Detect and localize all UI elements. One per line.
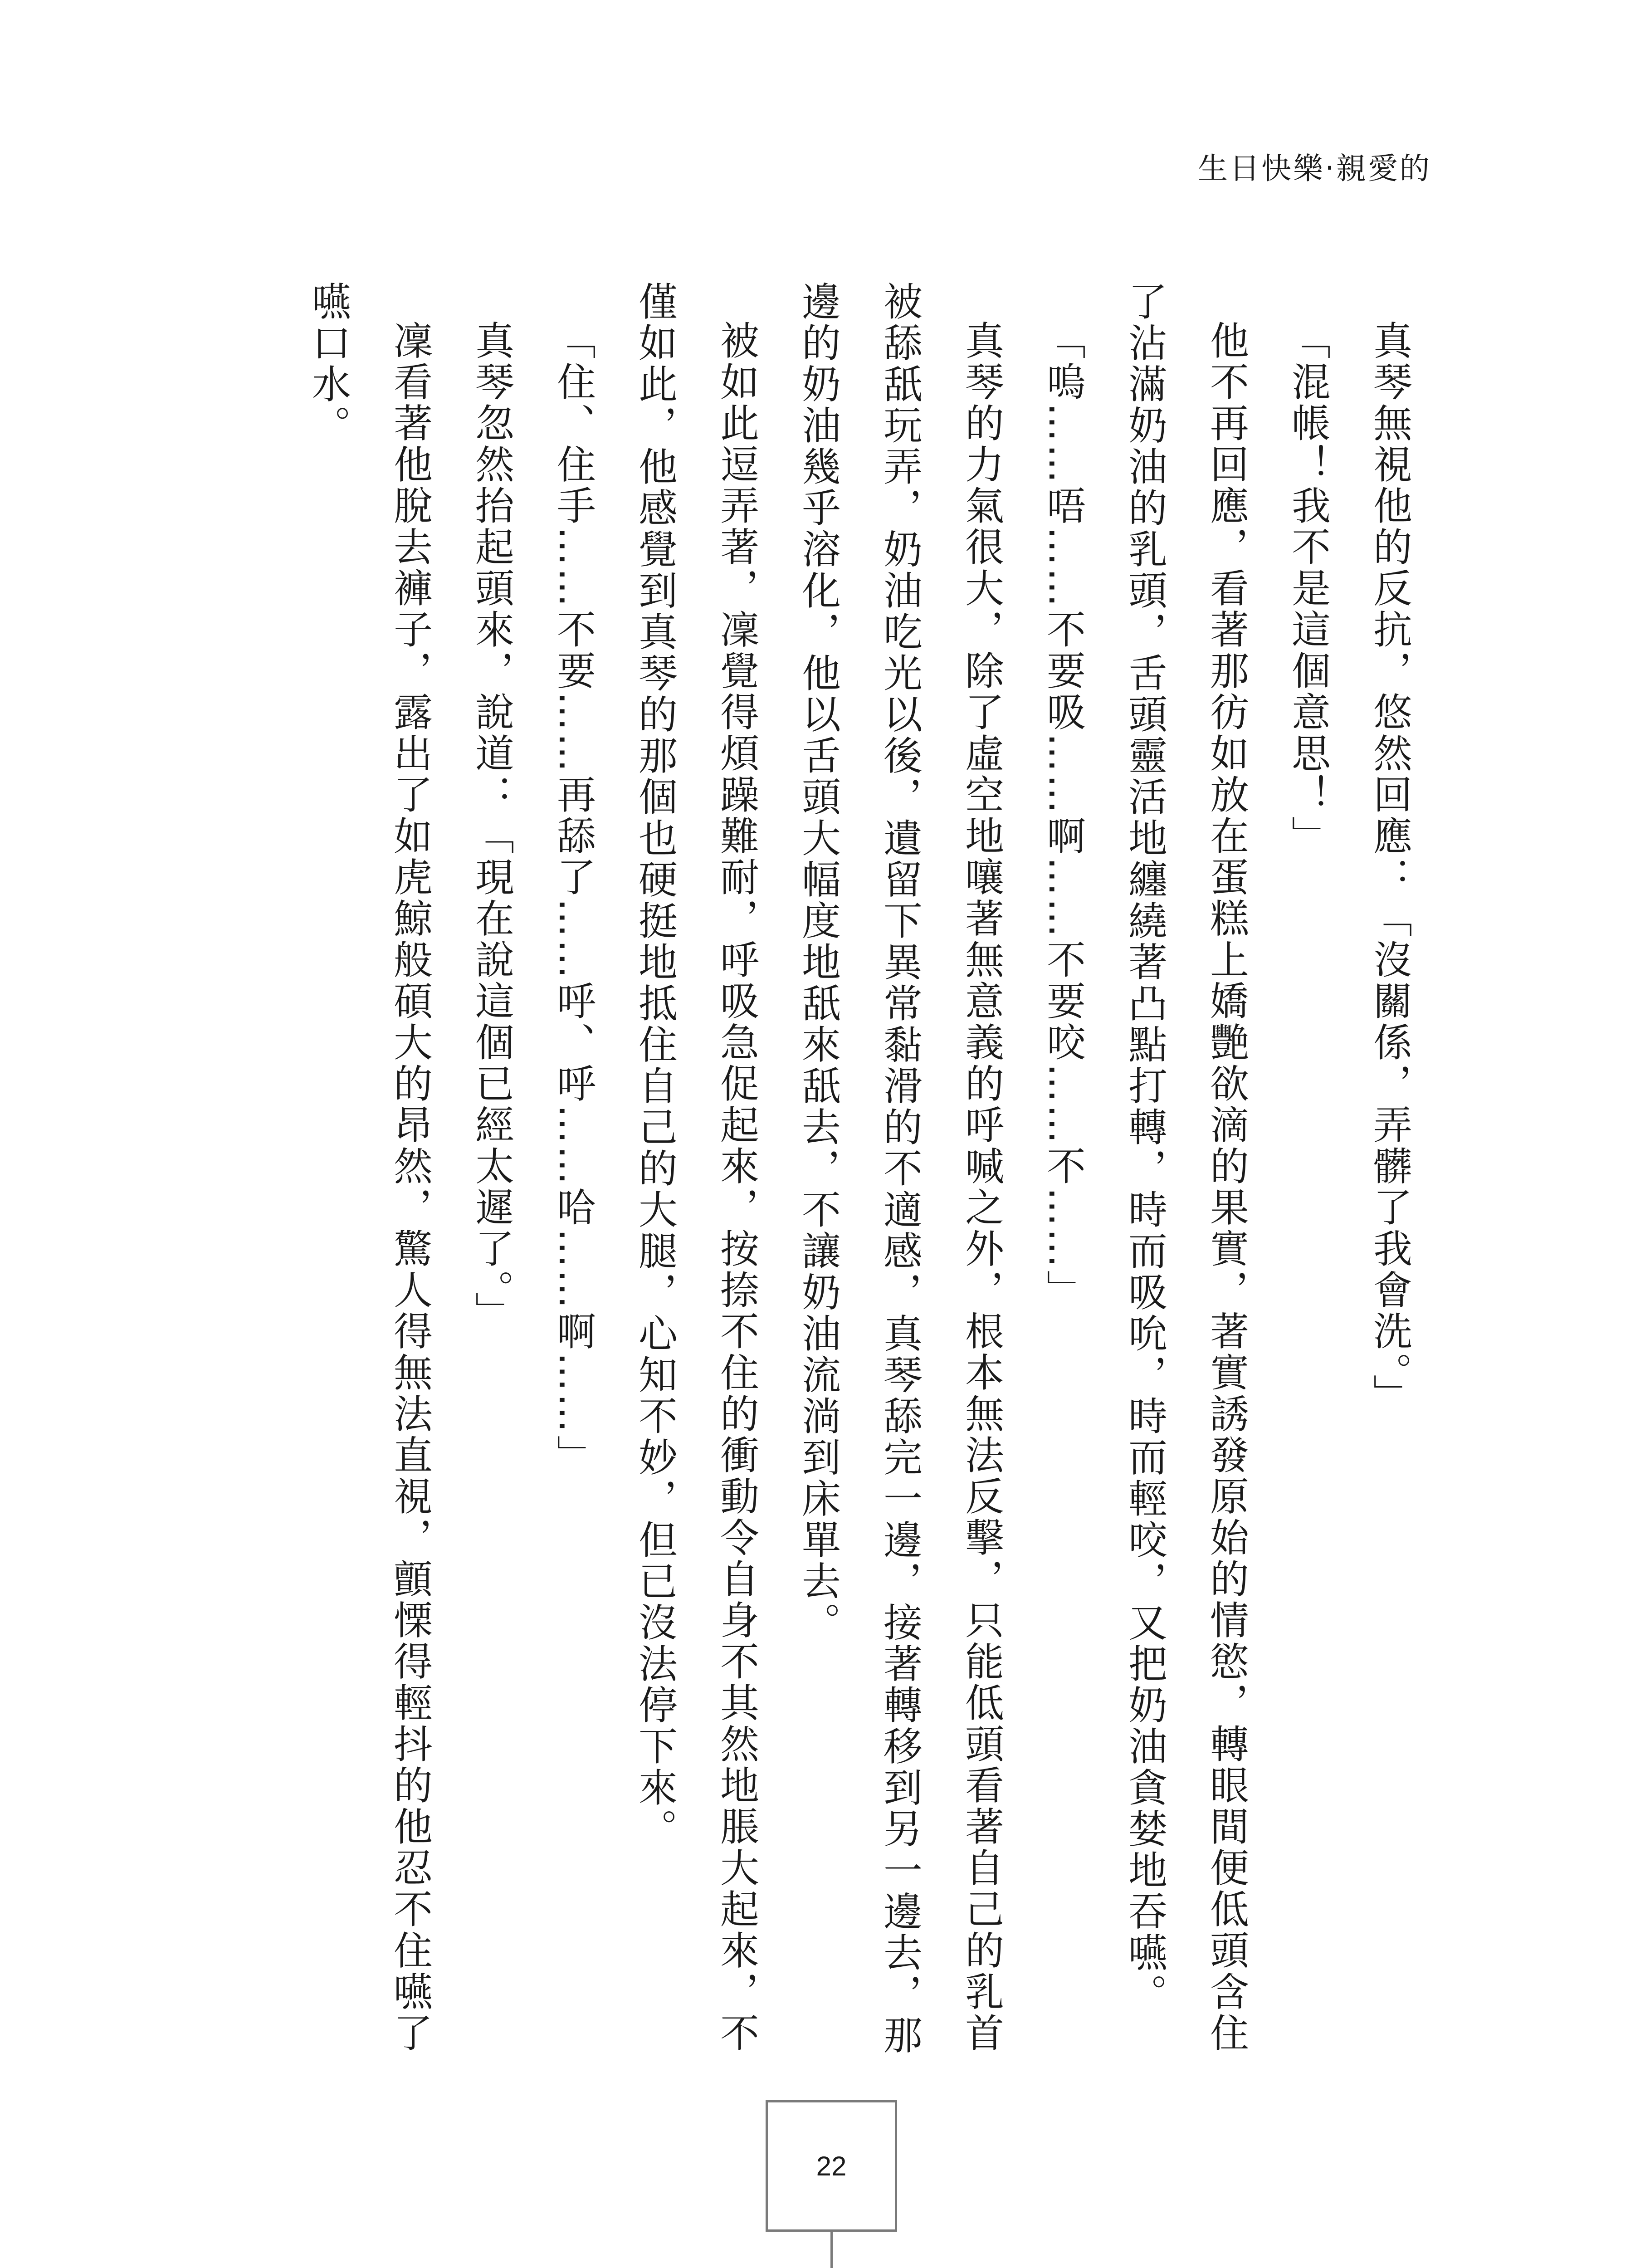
paragraph: 「住、住手……不要……再舔了……呼、呼……哈……啊……」	[550, 320, 596, 1476]
paragraph: 真琴的力氣很大，除了虛空地嚷著無意義的呼喊之外，根本無法反擊，只能低頭看著自己的乳首被舔舐玩弄，奶油吃光以後，遺留下異常黏滑的不適感，真琴舔完一邊，接著轉移到另一邊去，那邊的奶油幾乎溶化，他以舌頭大幅度地舐來舐去，不讓奶油流淌到床單去。	[795, 281, 1004, 2056]
page-number: 22	[816, 2151, 847, 2181]
paragraph: 真琴無視他的反抗，悠然回應：「沒關係，弄髒了我會洗。」	[1367, 320, 1412, 1415]
paragraph: 真琴忽然抬起頭來，說道：「現在說這個已經太遲了。」	[469, 320, 514, 1333]
paragraph: 他不再回應，看著那彷如放在蛋糕上嬌艷欲滴的果實，著實誘發原始的情慾，轉眼間便低頭含住了沾滿奶油的乳頭，舌頭靈活地纏繞著凸點打轉，時而吸吮，時而輕咬，又把奶油貪婪地吞嚥。	[1122, 281, 1249, 2054]
paragraph: 「嗚……唔……不要吸……啊……不要咬……不……」	[1040, 320, 1085, 1311]
paragraph: 「混帳！我不是這個意思！」	[1285, 320, 1330, 857]
page-number-stem	[830, 2232, 833, 2268]
running-header: 生日快樂‧親愛的	[1198, 151, 1431, 186]
page-number-box	[766, 2100, 897, 2232]
paragraph: 凜看著他脫去褲子，露出了如虎鯨般碩大的昂然，驚人得無法直視，顫慄得輕抖的他忍不住嚥了嚥口水。	[305, 281, 432, 2054]
paragraph: 被如此逗弄著，凜覺得煩躁難耐，呼吸急促起來，按捺不住的衝動令自身不其然地脹大起來，不僅如此，他感覺到真琴的那個也硬挺地抵住自己的大腿，心知不妙，但已沒法停下來。	[632, 281, 759, 2054]
body-text	[287, 281, 1430, 2077]
